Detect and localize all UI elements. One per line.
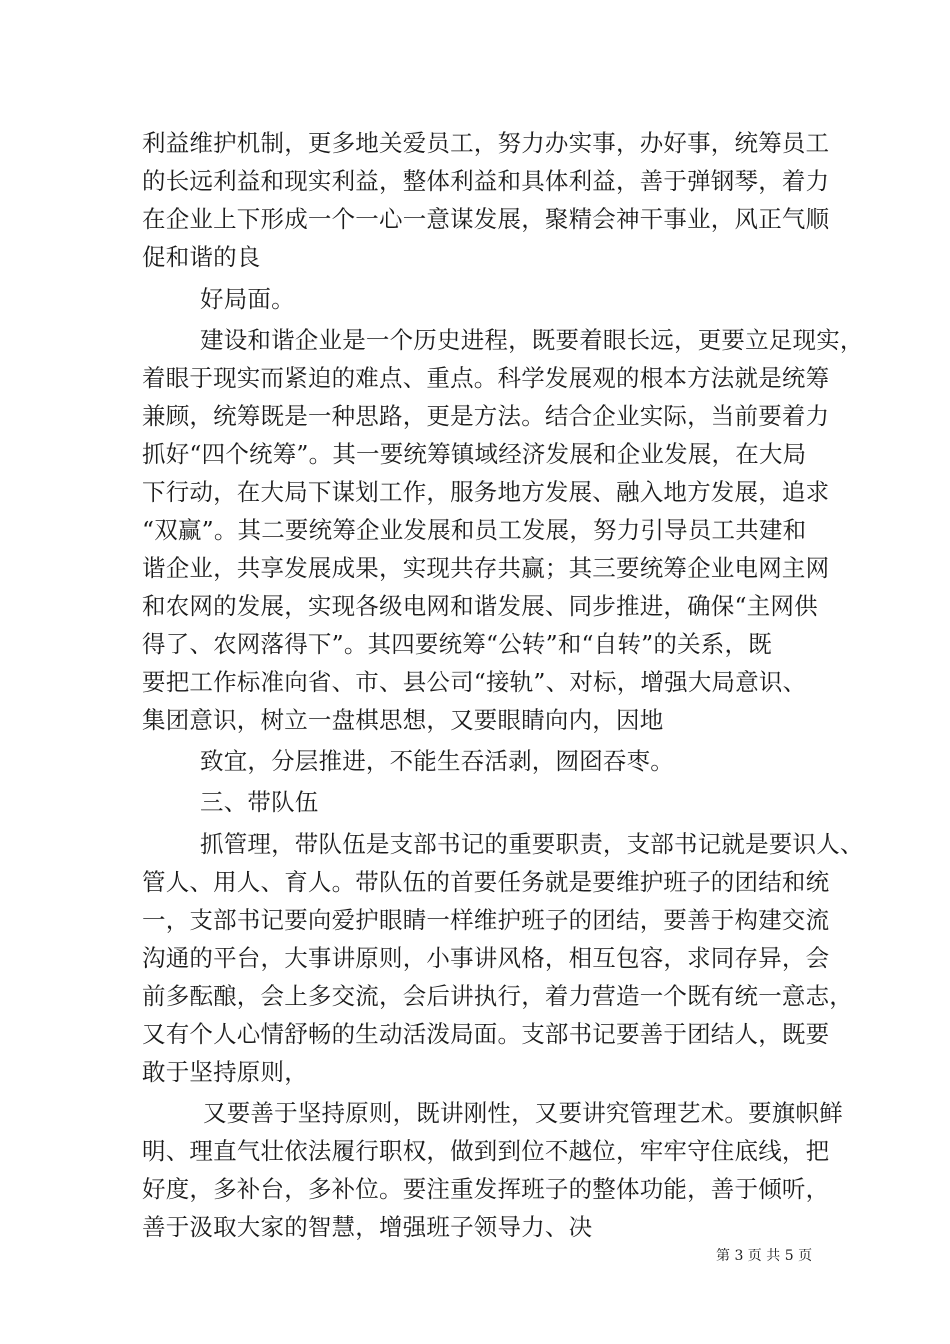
text-line: 促和谐的良 — [142, 243, 261, 271]
text-line: 敢于坚持原则， — [142, 1058, 308, 1086]
text-line: 明、理直气壮依法履行职权，做到到位不越位，牢牢守住底线，把 — [142, 1137, 830, 1165]
text-line: 善于汲取大家的智慧，增强班子领导力、决 — [142, 1213, 593, 1241]
text-line: 下行动，在大局下谋划工作，服务地方发展、融入地方发展，追求 — [142, 478, 830, 506]
text-line: 谐企业，共享发展成果，实现共存共赢；其三要统筹企业电网主网 — [142, 554, 830, 582]
text-line: 致宜，分层推进，不能生吞活剥，囫囵吞枣。 — [200, 747, 674, 775]
text-line: 抓好“四个统筹”。其一要统筹镇域经济发展和企业发展，在大局 — [142, 440, 807, 468]
text-line: 着眼于现实而紧迫的难点、重点。科学发展观的根本方法就是统筹 — [142, 364, 830, 392]
text-line: 利益维护机制，更多地关爱员工，努力办实事，办好事，统筹员工 — [142, 129, 830, 157]
text-line: “双赢”。其二要统筹企业发展和员工发展，努力引导员工共建和 — [142, 516, 807, 544]
text-line: 前多酝酿，会上多交流，会后讲执行，着力营造一个既有统一意志， — [142, 982, 853, 1010]
text-line: 集团意识，树立一盘棋思想，又要眼睛向内，因地 — [142, 706, 664, 734]
text-line: 和农网的发展，实现各级电网和谐发展、同步推进，确保“主网供 — [142, 592, 818, 620]
text-line: 好度，多补台，多补位。要注重发挥班子的整体功能，善于倾听， — [142, 1175, 830, 1203]
text-line: 好局面。 — [200, 285, 295, 313]
section-heading: 三、带队伍 — [200, 788, 319, 816]
paragraph-start: 又要善于坚持原则，既讲刚性，又要讲究管理艺术。要旗帜鲜 — [203, 1099, 843, 1127]
text-line: 沟通的平台，大事讲原则，小事讲风格，相互包容，求同存异，会 — [142, 944, 830, 972]
text-line: 又有个人心情舒畅的生动活泼局面。支部书记要善于团结人，既要 — [142, 1020, 830, 1048]
text-line: 得了、农网落得下”。其四要统筹“公转”和“自转”的关系，既 — [142, 630, 772, 658]
text-line: 兼顾，统筹既是一种思路，更是方法。结合企业实际，当前要着力 — [142, 402, 830, 430]
text-line: 管人、用人、育人。带队伍的首要任务就是要维护班子的团结和统 — [142, 868, 830, 896]
text-line: 一，支部书记要向爱护眼睛一样维护班子的团结，要善于构建交流 — [142, 906, 830, 934]
text-line: 的长远利益和现实利益，整体利益和具体利益，善于弹钢琴，着力 — [142, 167, 830, 195]
text-line: 在企业上下形成一个一心一意谋发展，聚精会神干事业，风正气顺 — [142, 205, 830, 233]
text-line: 要把工作标准向省、市、县公司“接轨”、对标，增强大局意识、 — [142, 668, 807, 696]
page-number: 第 3 页 共 5 页 — [716, 1248, 813, 1264]
paragraph-start: 建设和谐企业是一个历史进程，既要着眼长远，更要立足现实， — [200, 326, 864, 354]
paragraph-start: 抓管理，带队伍是支部书记的重要职责，支部书记就是要识人、 — [200, 830, 864, 858]
